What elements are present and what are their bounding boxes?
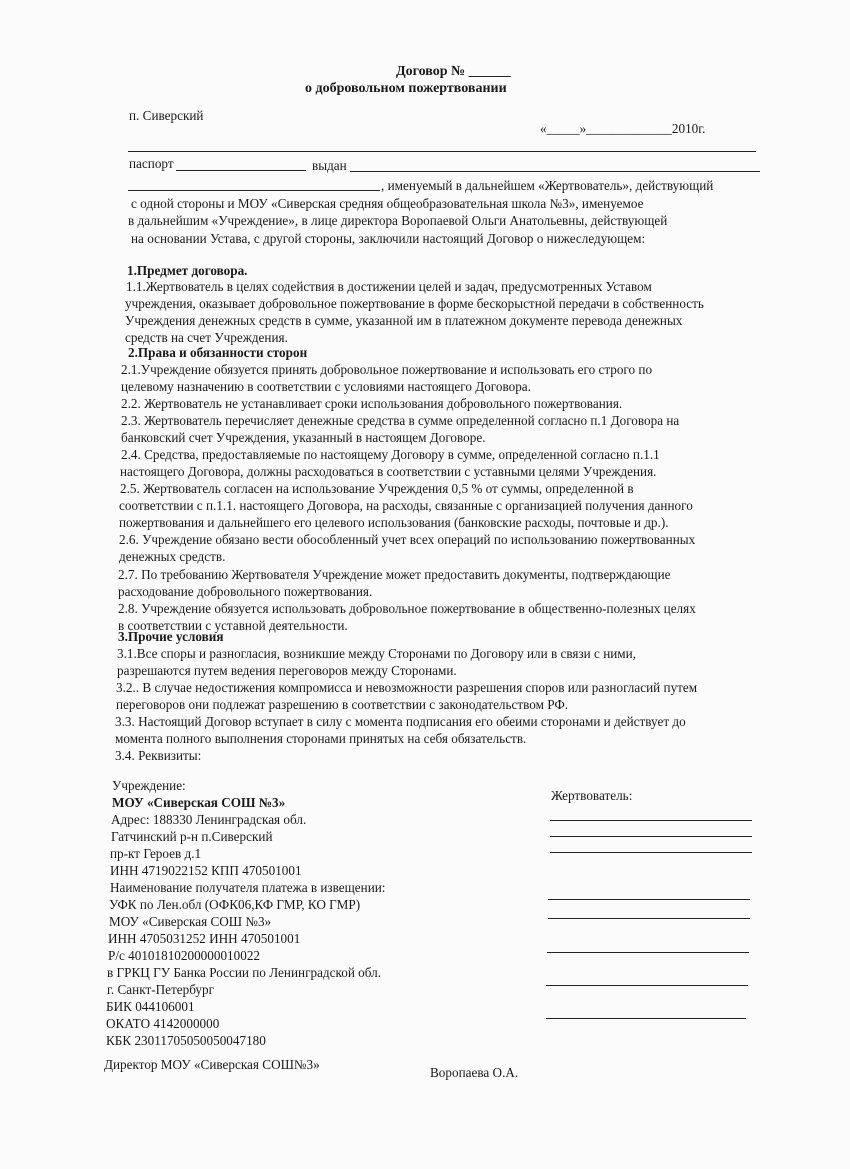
requisite-line: ИНН 4719022152 КПП 470501001 bbox=[110, 863, 302, 878]
section-2-line: целевому назначению в соответствии с условиями настоящего Договора. bbox=[121, 379, 531, 394]
donor-blank-line bbox=[546, 985, 748, 986]
section-3-heading: 3.Прочие условия bbox=[118, 629, 224, 644]
section-2-line: в соответствии с уставной деятельности. bbox=[118, 618, 348, 633]
section-2-line: 2.2. Жертвователь не устанавливает сроки использования добровольного пожертвования. bbox=[121, 396, 623, 411]
requisite-line: Р/с 40101810200000010022 bbox=[108, 948, 261, 963]
institution-name: МОУ «Сиверская СОШ №3» bbox=[112, 795, 286, 810]
section-3-line: 3.3. Настоящий Договор вступает в силу с момента подписания его обеими сторонами и действует до bbox=[115, 714, 686, 729]
section-1-line: учреждения, оказывает добровольное пожертвование в форме бескорыстной передачи в собственность bbox=[125, 296, 704, 311]
signer-name: Воропаева О.А. bbox=[430, 1065, 519, 1080]
parties-line-3: в дальнейшим «Учреждение», в лице директора Воропаевой Ольги Анатольевны, действующей bbox=[128, 213, 668, 228]
requisite-line: г. Санкт-Петербург bbox=[107, 982, 214, 997]
section-2-line: 2.7. По требованию Жертвователя Учреждение может предоставить документы, подтверждающие bbox=[118, 567, 671, 582]
requisite-line: Наименование получателя платежа в извещении: bbox=[110, 880, 386, 895]
section-3-line: 3.2.. В случае недостижения компромисса и невозможности разрешения споров или разногласий путем bbox=[116, 680, 698, 695]
section-2-line: денежных средств. bbox=[119, 549, 226, 564]
requisite-line: в ГРКЦ ГУ Банка России по Ленинградской обл. bbox=[107, 965, 382, 980]
section-3-line: 3.4. Реквизиты: bbox=[115, 748, 202, 763]
section-2-line: соответствии с п.1.1. настоящего Договора, на расходы, связанные с организацией получения данного bbox=[119, 498, 693, 513]
signer-title: Директор МОУ «Сиверская СОШ№3» bbox=[104, 1057, 320, 1072]
requisite-line: ОКАТО 4142000000 bbox=[106, 1016, 220, 1031]
section-2-line: 2.1.Учреждение обязуется принять добровольное пожертвование и использовать его строго по bbox=[121, 362, 653, 377]
donor-blank-line bbox=[548, 918, 750, 919]
section-2-line: расходование добровольного пожертвования. bbox=[118, 584, 373, 599]
section-3-line: 3.1.Все споры и разногласия, возникшие между Сторонами по Договору или в связи с ними, bbox=[117, 646, 637, 661]
section-2-line: пожертвования и дальнейшего его целевого использования (банковские расходы, почтовые и др.). bbox=[119, 515, 669, 530]
institution-label: Учреждение: bbox=[112, 778, 186, 793]
contract-subtitle: о добровольном пожертвовании bbox=[305, 81, 507, 96]
requisite-line: пр-кт Героев д.1 bbox=[110, 846, 202, 861]
donor-blank-line bbox=[550, 820, 752, 821]
parties-line-2: с одной стороны и МОУ «Сиверская средняя общеобразовательная школа №3», именуемое bbox=[131, 196, 644, 211]
parties-line-1: , именуемый в дальнейшем «Жертвователь», действующий bbox=[381, 178, 714, 193]
donor-blank-line bbox=[550, 836, 752, 837]
contract-date: «_____»_____________2010г. bbox=[540, 121, 706, 136]
section-2-line: настоящего Договора, должны расходоваться в соответствии с уставными целями Учреждения. bbox=[120, 464, 657, 479]
requisite-line: УФК по Лен.обл (ОФК06,КФ ГМР, КО ГМР) bbox=[109, 897, 361, 912]
passport-blank bbox=[176, 170, 306, 171]
section-2-heading: 2.Права и обязанности сторон bbox=[128, 345, 308, 360]
section-1-line: средств на счет Учреждения. bbox=[125, 330, 288, 345]
section-3-line: момента полного выполнения сторонами принятых на себя обязательств. bbox=[115, 731, 527, 746]
passport-label: паспорт bbox=[129, 156, 174, 171]
donor-blank-line bbox=[546, 1018, 746, 1019]
section-2-line: 2.4. Средства, предоставляемые по настоящему Договору в сумме, определенной согласно п.1.1 bbox=[121, 447, 660, 462]
requisite-line: Адрес: 188330 Ленинградская обл. bbox=[111, 812, 307, 827]
section-2-line: 2.6. Учреждение обязано вести обособленный учет всех операций по использованию пожертвованных bbox=[119, 532, 696, 547]
section-2-line: 2.3. Жертвователь перечисляет денежные средства в сумме определенной согласно п.1 Договора на bbox=[121, 413, 680, 428]
place: п. Сиверский bbox=[129, 108, 204, 123]
section-1-line: Учреждения денежных средств в сумме, указанной им в платежном документе перевода денежных bbox=[125, 313, 683, 328]
requisite-line: КБК 23011705050050047180 bbox=[106, 1033, 266, 1048]
donor-blank-line bbox=[548, 899, 750, 900]
section-3-line: переговоров они подлежат разрешению в соответствии с законодательством РФ. bbox=[116, 697, 569, 712]
requisite-line: Гатчинский р-н п.Сиверский bbox=[111, 829, 273, 844]
section-2-line: 2.5. Жертвователь согласен на использование Учреждения 0,5 % от суммы, определенной в bbox=[120, 481, 634, 496]
issued-blank bbox=[350, 171, 760, 172]
parties-line-4: на основании Устава, с другой стороны, заключили настоящий Договор о нижеследующем: bbox=[131, 231, 646, 246]
donor-blank-line bbox=[547, 952, 749, 953]
blank-line bbox=[128, 151, 756, 152]
section-2-line: 2.8. Учреждение обязуется использовать добровольное пожертвование в общественно-полезных целях bbox=[118, 601, 696, 616]
section-3-line: разрешаются путем ведения переговоров между Сторонами. bbox=[117, 663, 457, 678]
contract-title: Договор № ______ bbox=[396, 64, 511, 79]
name-blank bbox=[128, 190, 380, 191]
section-2-line: банковский счет Учреждения, указанный в настоящем Договоре. bbox=[121, 430, 486, 445]
issued-label: выдан bbox=[312, 158, 347, 173]
section-1-line: 1.1.Жертвователь в целях содействия в достижении целей и задач, предусмотренных Уставом bbox=[126, 279, 652, 294]
section-1-heading: 1.Предмет договора. bbox=[127, 263, 248, 278]
requisite-line: ИНН 4705031252 ИНН 470501001 bbox=[108, 931, 301, 946]
donor-blank-line bbox=[550, 852, 752, 853]
requisite-line: БИК 044106001 bbox=[106, 999, 195, 1014]
donor-label: Жертвователь: bbox=[551, 788, 633, 803]
requisite-line: МОУ «Сиверская СОШ №3» bbox=[109, 914, 272, 929]
